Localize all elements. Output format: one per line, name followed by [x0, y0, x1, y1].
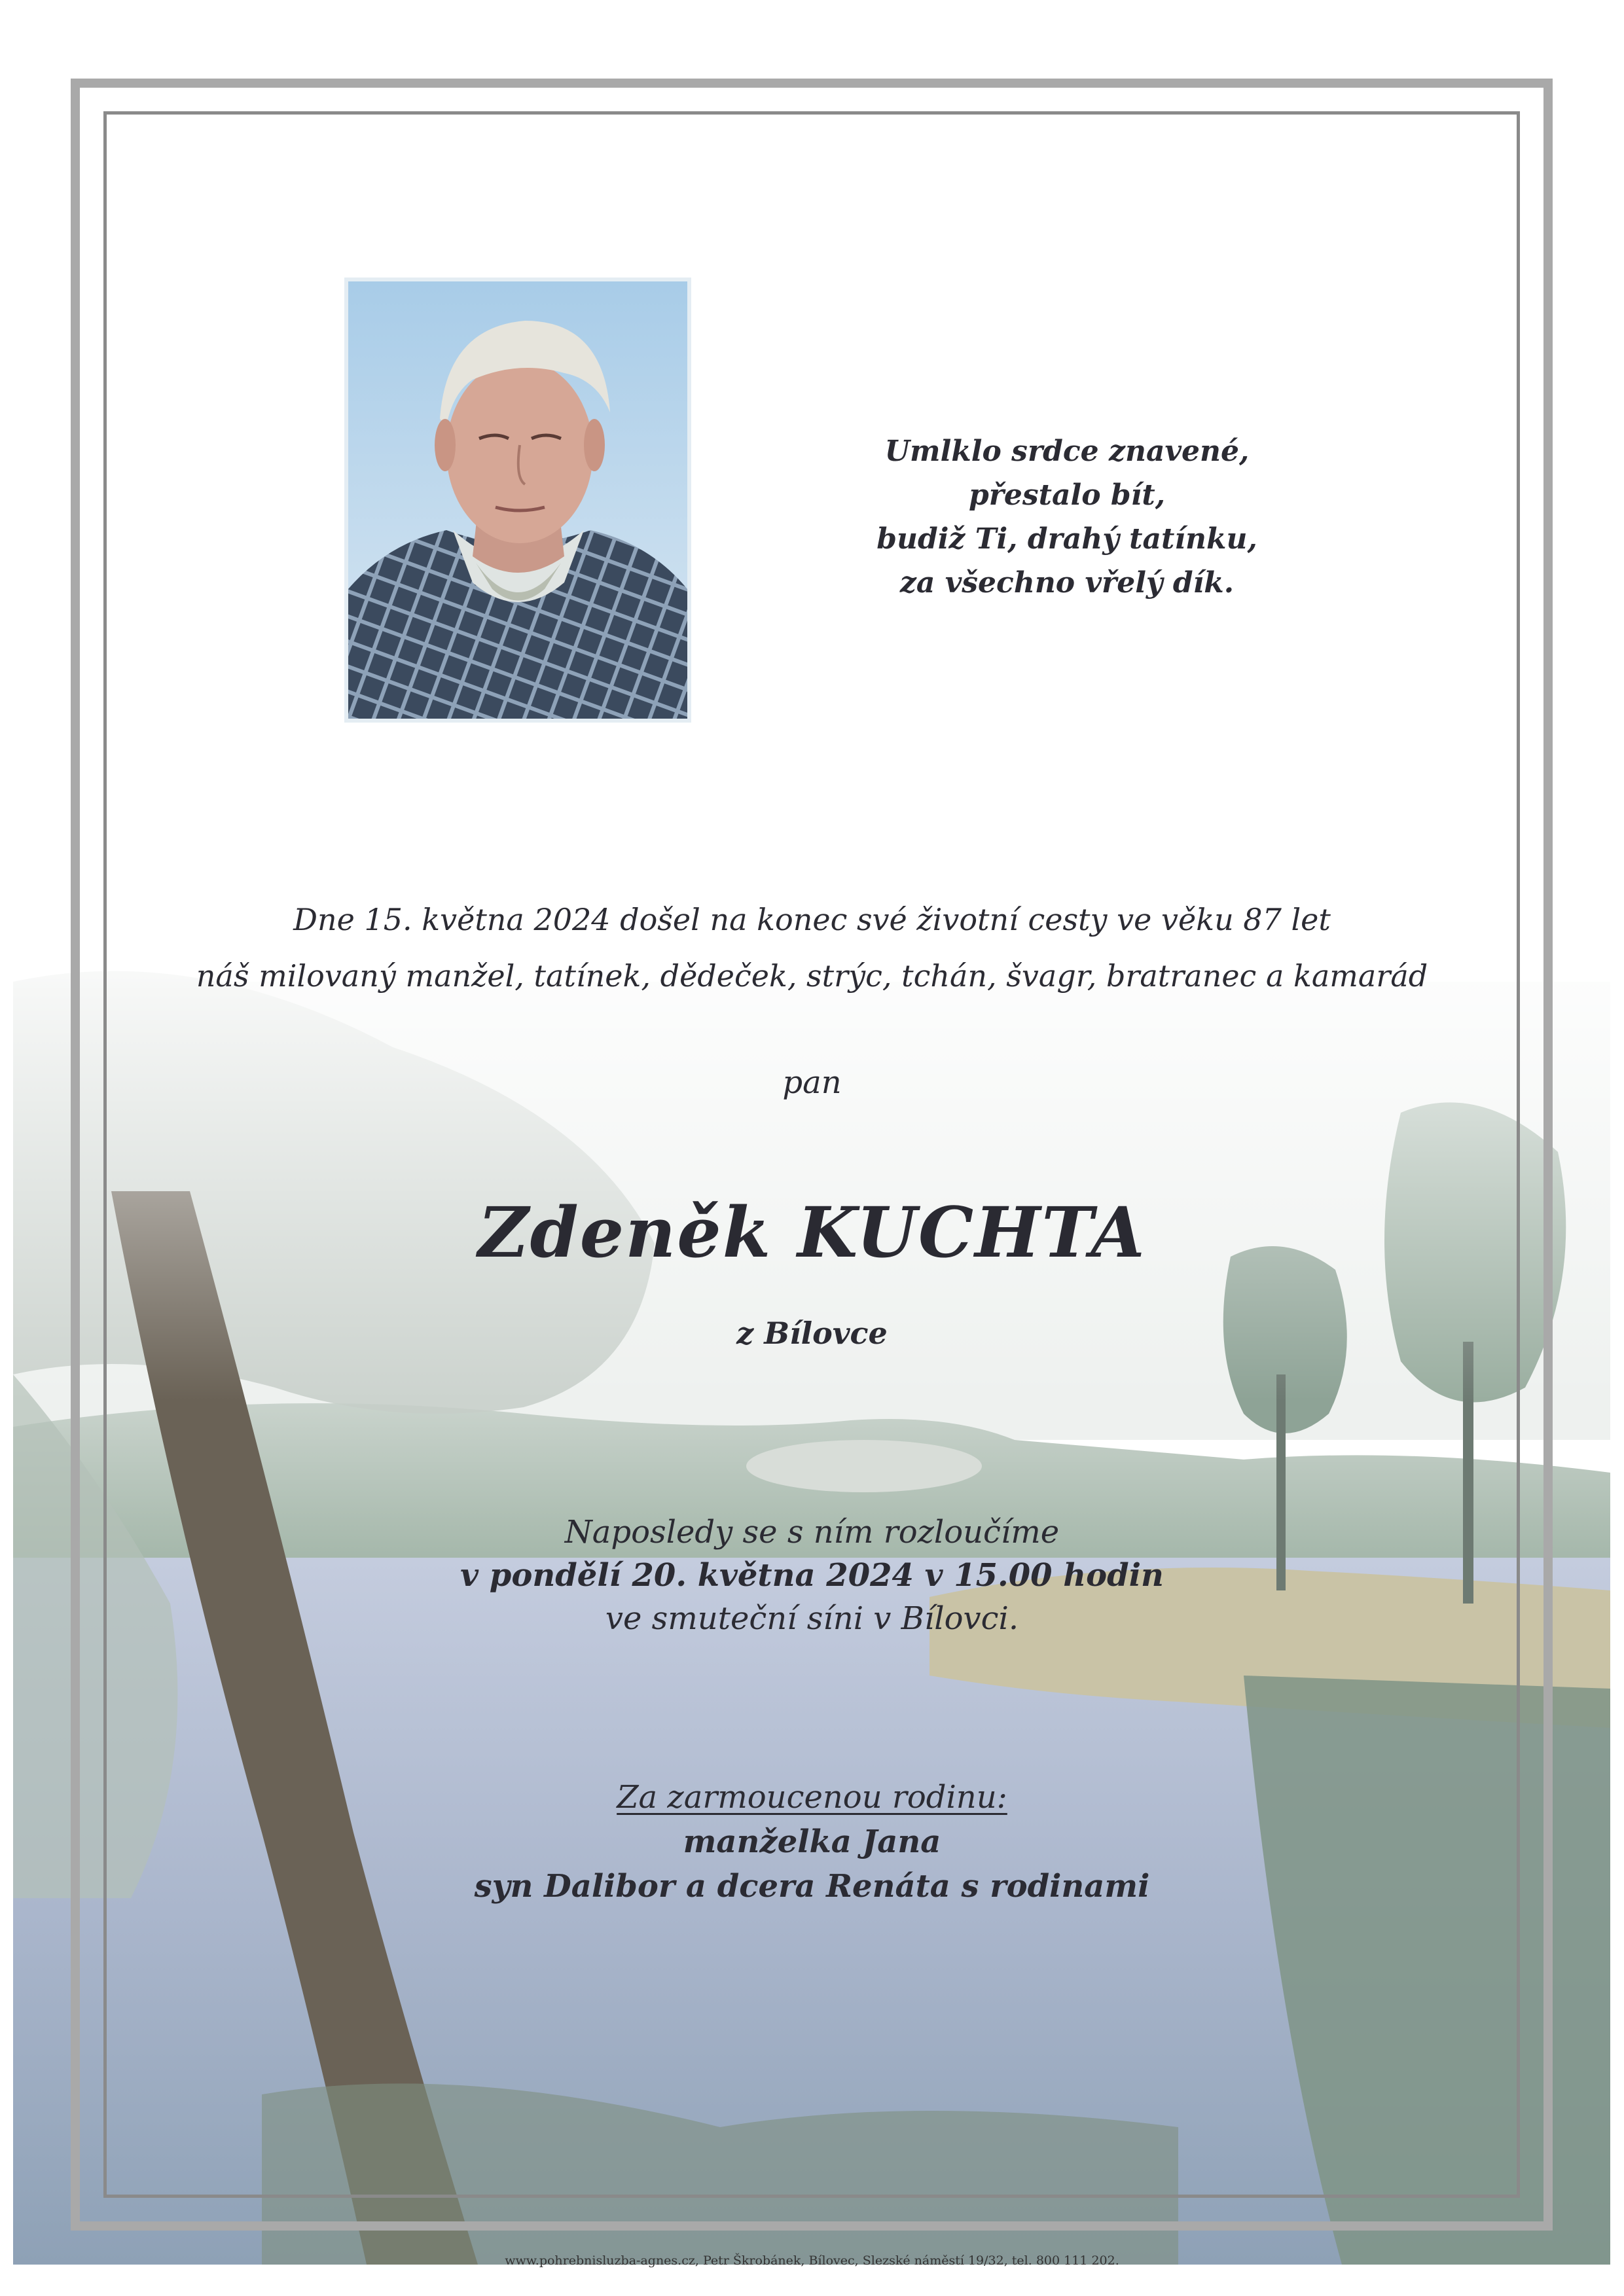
funeral-service-footer: www.pohrebnisluzba-agnes.cz, Petr Škrobánek, Bílovec, Slezské náměstí 19/32, tel. 800 111 202. — [505, 2253, 1119, 2268]
deceased-name: Zdeněk KUCHTA — [478, 1191, 1146, 1273]
verse-line: Umlklo srdce znavené, — [884, 435, 1250, 468]
verse-line: za všechno vřelý dík. — [899, 566, 1235, 600]
family-line-1: manželka Jana — [683, 1823, 941, 1860]
portrait-photo — [344, 278, 691, 723]
verse-line: přestalo bít, — [968, 478, 1166, 512]
announcement — [0, 891, 1624, 1004]
verse — [838, 429, 1296, 605]
origin: z Bílovce — [736, 1316, 888, 1351]
announcement-line: Dne 15. května 2024 došel na konec své životní cesty ve věku 87 let — [293, 902, 1331, 937]
farewell-details — [0, 1511, 1624, 1640]
family-heading: Za zarmoucenou rodinu: — [617, 1779, 1007, 1816]
farewell-date-time: v pondělí 20. května 2024 v 15.00 hodin — [460, 1557, 1164, 1594]
verse-line: budiž Ti, drahý tatínku, — [876, 522, 1257, 556]
family-signature — [0, 1775, 1624, 1909]
title-prefix: pan — [782, 1064, 842, 1101]
family-line-2: syn Dalibor a dcera Renáta s rodinami — [474, 1868, 1150, 1905]
announcement-line: náš milovaný manžel, tatínek, dědeček, strýc, tchán, švagr, bratranec a kamarád — [196, 958, 1428, 994]
farewell-line-1: Naposledy se s ním rozloučíme — [564, 1514, 1060, 1551]
farewell-place: ve smuteční síni v Bílovci. — [605, 1600, 1019, 1637]
